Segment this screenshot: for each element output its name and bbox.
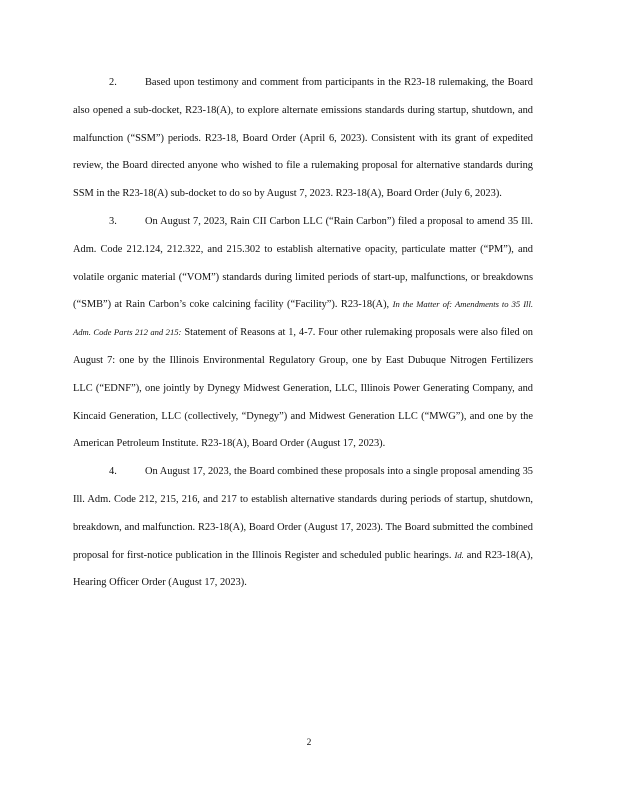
case-citation: In the Matter of: Amendments to 35 Ill. Adm. Code Parts 212 and 215: [73,299,533,338]
id-citation: Id. [454,549,464,560]
paragraph-text: and R23-18(A), Hearing Officer Order (August 17, 2023). [73,549,533,589]
paragraph-text: Based upon testimony and comment from participants in the R23-18 rulemaking, the Board also opened a sub-docket, R23-18(A), to explore alternate emissions standards during startup, shutdown, and malfunction (“SSM”) periods. R23-18, Board Order (April 6, 2023). Consistent with its grant of expedited review, the Board directed anyone who wished to file a rulemaking proposal for alternative standards during SSM in the R23-18(A) sub-docket to do so by August 7, 2023. R23-18(A), Board Order (July 6, 2023). [73,77,533,200]
paragraph-2 [73,69,533,208]
paragraph-text: On August 17, 2023, the Board combined these proposals into a single proposal amending 35 Ill. Adm. Code 212, 215, 216, and 217 to establish alternative standards during periods of startup, shutdown, breakdown, and malfunction. R23-18(A), Board Order (August 17, 2023). The Board submitted the combined proposal for first-notice publication in the Illinois Register and scheduled public hearings. [73,466,533,561]
paragraph-text: On August 7, 2023, Rain CII Carbon LLC (“Rain Carbon”) filed a proposal to amend 35 Ill. Adm. Code 212.124, 212.322, and 215.302 to establish alternative opacity, particulate matter (“PM”), and volatile organic material (“VOM”) standards during limited periods of start-up, malfunctions, or breakdowns (“SMB”) at Rain Carbon’s coke calcining facility (“Facility”). R23-18(A), [73,215,533,311]
page-number: 2 [306,738,312,748]
paragraph-number: 3. [109,215,117,227]
body-text [73,69,533,597]
paragraph-text: Statement of Reasons at 1, 4-7. Four other rulemaking proposals were also filed on August 7: one by the Illinois Environmental Regulatory Group, one by East Dubuque Nitrogen Fertilizers LLC (“EDNF”), one jointly by Dynegy Midwest Generation, LLC, Illinois Power Generating Company, and Kincaid Generation, LLC (collectively, “Dynegy”) and Midwest Generation LLC (“MWG”), and one by the American Petroleum Institute. R23-18(A), Board Order (August 17, 2023). [73,327,533,450]
paragraph-number: 4. [109,466,117,478]
paragraph-4 [73,458,533,597]
paragraph-3 [73,208,533,458]
paragraph-number: 2. [109,77,117,88]
